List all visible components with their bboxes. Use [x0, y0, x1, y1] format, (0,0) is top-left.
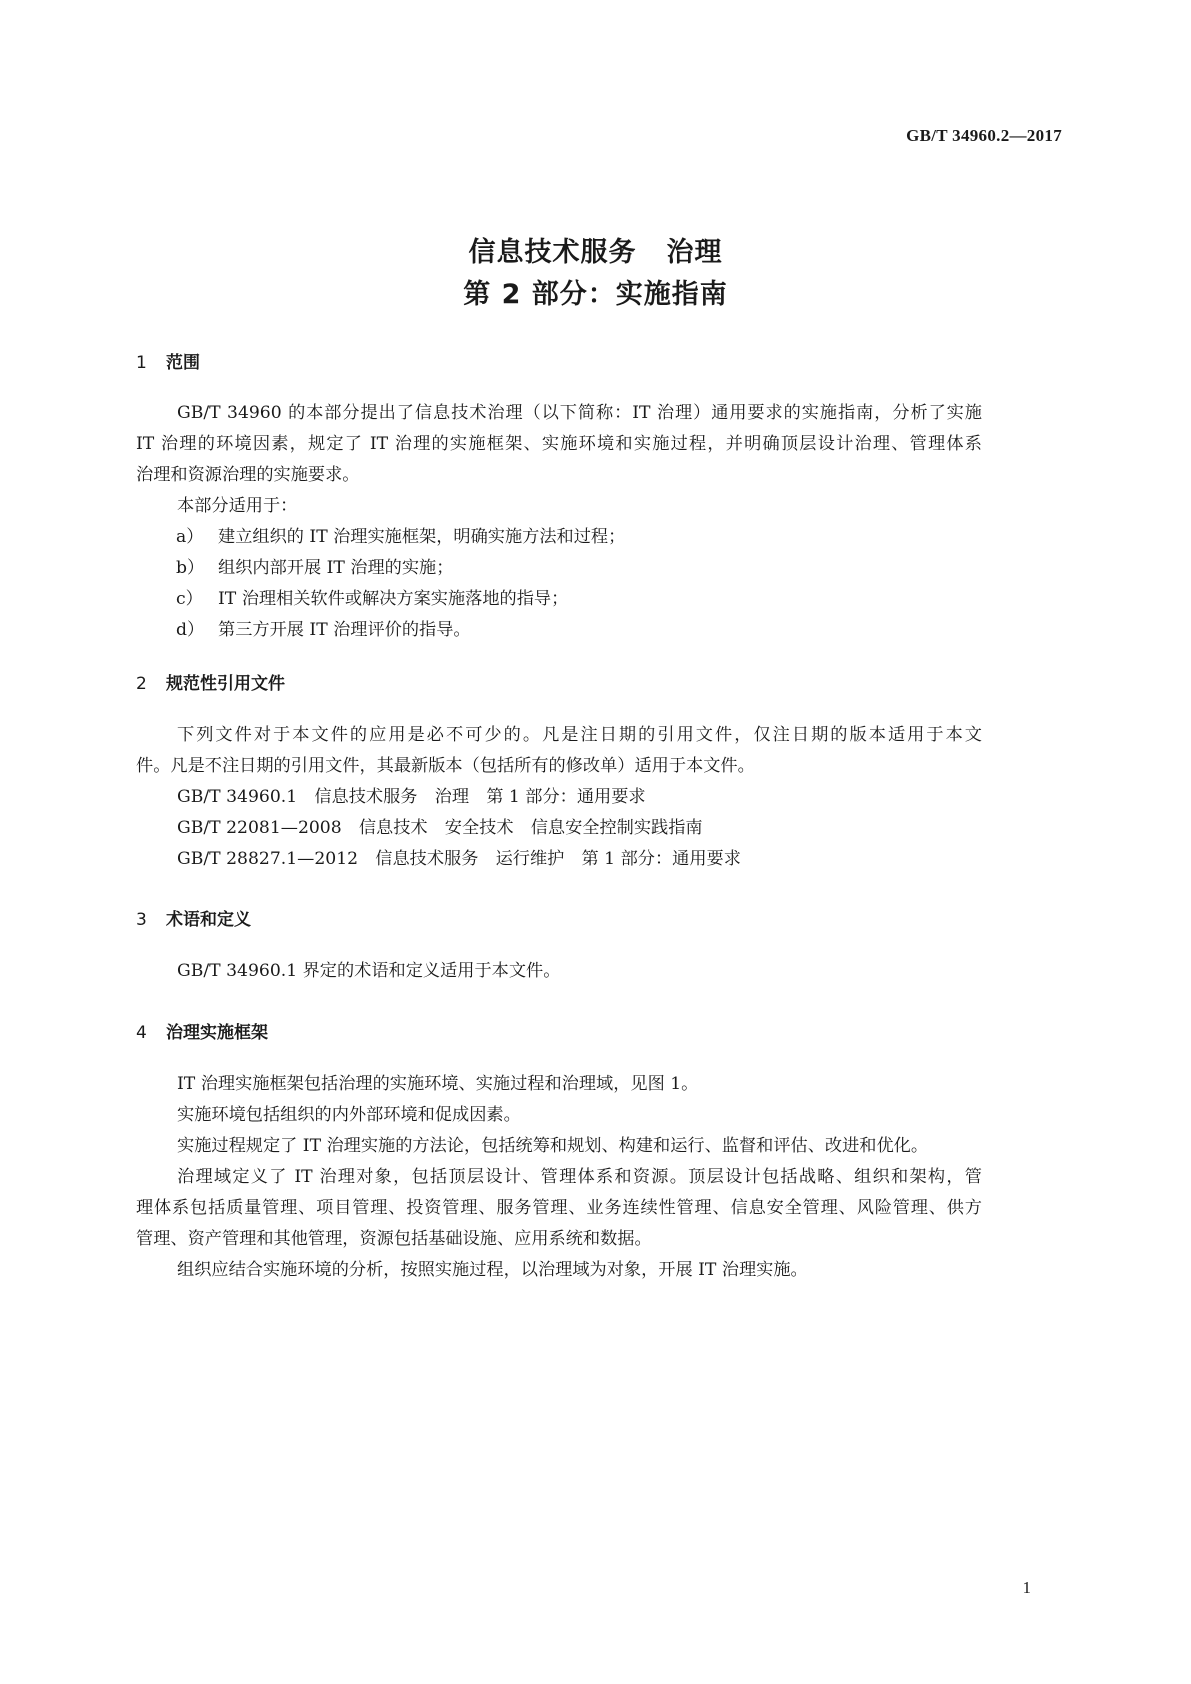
list-marker: b） [176, 558, 205, 578]
section-title: 规范性引用文件 [166, 674, 285, 694]
section-3-heading [136, 905, 251, 930]
section-title: 治理实施框架 [166, 1023, 268, 1043]
section-4-heading [136, 1018, 268, 1043]
section-number: 3 [136, 910, 147, 930]
list-marker: c） [176, 589, 203, 609]
list-text: 组织内部开展 IT 治理的实施； [218, 558, 454, 578]
list-item [176, 591, 568, 608]
list-text: IT 治理相关软件或解决方案实施落地的指导； [218, 589, 569, 609]
paragraph-line: 管理、资产管理和其他管理，资源包括基础设施、应用系统和数据。 [136, 1229, 652, 1249]
title-part2: 治理 [666, 237, 723, 268]
paragraph-line: 理体系包括质量管理、项目管理、投资管理、服务管理、业务连续性管理、信息安全管理、风险管理、供方 [136, 1198, 982, 1218]
list-marker: d） [176, 620, 205, 640]
paragraph-line: GB/T 34960 的本部分提出了信息技术治理（以下简称：IT 治理）通用要求的实施指南，分析了实施 [177, 403, 982, 423]
document-title-line1 [0, 230, 1191, 269]
normative-reference: GB/T 34960.1 信息技术服务 治理 第 1 部分：通用要求 [177, 787, 646, 807]
normative-reference: GB/T 22081—2008 信息技术 安全技术 信息安全控制实践指南 [177, 818, 703, 838]
list-item [176, 622, 471, 639]
section-2-heading [136, 669, 285, 694]
paragraph-line: 治理域定义了 IT 治理对象，包括顶层设计、管理体系和资源。顶层设计包括战略、组织和架构，管 [177, 1167, 982, 1187]
paragraph-line: 治理和资源治理的实施要求。 [136, 465, 360, 485]
normative-reference: GB/T 28827.1—2012 信息技术服务 运行维护 第 1 部分：通用要求 [177, 849, 741, 869]
section-number: 2 [136, 674, 147, 694]
paragraph-line: IT 治理实施框架包括治理的实施环境、实施过程和治理域，见图 1。 [177, 1074, 699, 1094]
list-text: 建立组织的 IT 治理实施框架，明确实施方法和过程； [218, 527, 626, 547]
paragraph-line: IT 治理的环境因素，规定了 IT 治理的实施框架、实施环境和实施过程，并明确顶层设计治理、管理体系 [136, 434, 982, 454]
list-marker: a） [176, 527, 204, 547]
paragraph-line: 下列文件对于本文件的应用是必不可少的。凡是注日期的引用文件，仅注日期的版本适用于本文 [177, 725, 982, 745]
page-number: 1 [1022, 1578, 1031, 1597]
standard-number: GB/T 34960.2—2017 [906, 126, 1062, 145]
paragraph-line: GB/T 34960.1 界定的术语和定义适用于本文件。 [177, 961, 561, 981]
paragraph-line: 件。凡是不注日期的引用文件，其最新版本（包括所有的修改单）适用于本文件。 [136, 756, 755, 776]
list-text: 第三方开展 IT 治理评价的指导。 [218, 620, 471, 640]
section-title: 术语和定义 [166, 910, 251, 930]
section-title: 范围 [166, 353, 200, 373]
title-part1: 信息技术服务 [468, 237, 637, 268]
list-item [176, 560, 453, 577]
section-number: 4 [136, 1023, 147, 1043]
paragraph-line: 实施环境包括组织的内外部环境和促成因素。 [177, 1105, 521, 1125]
paragraph-line: 实施过程规定了 IT 治理实施的方法论，包括统筹和规划、构建和运行、监督和评估、改进和优化。 [177, 1136, 929, 1156]
paragraph-line: 组织应结合实施环境的分析，按照实施过程，以治理域为对象，开展 IT 治理实施。 [177, 1260, 808, 1280]
document-title-line2: 第 2 部分：实施指南 [463, 279, 728, 310]
section-1-heading [136, 348, 200, 373]
applies-intro: 本部分适用于： [177, 496, 298, 516]
section-number: 1 [136, 353, 147, 373]
list-item [176, 529, 625, 546]
